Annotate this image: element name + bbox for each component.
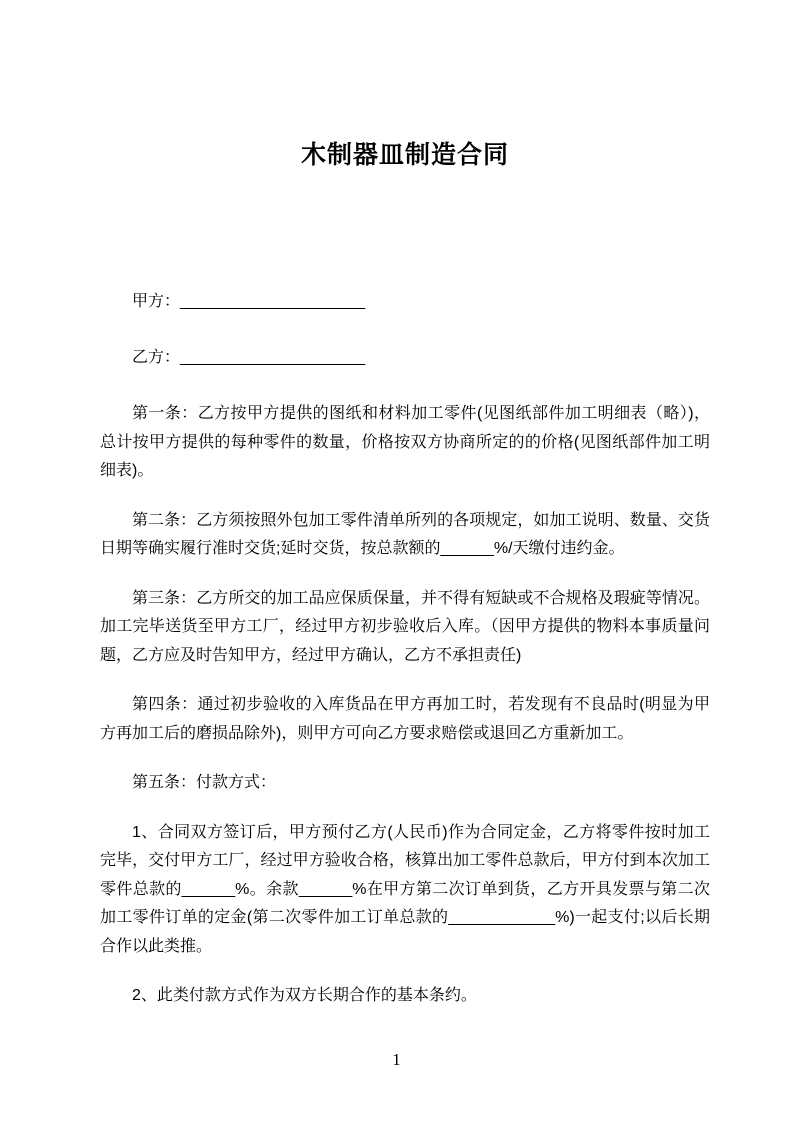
document-title: 木制器皿制造合同	[300, 141, 509, 169]
party-a-label: 甲方：	[132, 293, 181, 310]
page-number: 1	[392, 1050, 401, 1069]
party-b-label: 乙方：	[132, 348, 181, 366]
clause-5-payment-heading: 第五条：付款方式：	[132, 774, 277, 791]
clause-2: 第二条：乙方须按照外包加工零件清单所列的各项规定，如加工说明、数量、交货日期等确实履行准时交货;延时交货，按总款额的______%/天缴付违约金。	[100, 511, 710, 557]
party-b-fill-in-blank: ______________________	[180, 348, 365, 366]
clause-1: 第一条：乙方按甲方提供的图纸和材料加工零件(见图纸部件加工明细表（略）)，总计按甲方提供的每种零件的数量，价格按双方协商所定的的价格(见图纸部件加工明细表)。	[100, 405, 710, 479]
party-b-line	[100, 344, 710, 373]
party-a-fill-in-blank: ______________________	[180, 293, 365, 310]
clause-4: 第四条：通过初步验收的入库货品在甲方再加工时，若发现有不良品时(明显为甲方再加工后的磨损品除外)，则甲方可向乙方要求赔偿或退回乙方重新加工。	[100, 696, 710, 742]
clause-3: 第三条：乙方所交的加工品应保质保量，并不得有短缺或不合规格及瑕疵等情况。加工完毕送货至甲方工厂，经过甲方初步验收后入库。（因甲方提供的物料本事质量问题，乙方应及时告知甲方，经过甲方确认，乙方不承担责任)	[100, 589, 710, 664]
payment-item-1: 1、合同双方签订后，甲方预付乙方(人民币)作为合同定金，乙方将零件按时加工完毕，交付甲方工厂，经过甲方验收合格，核算出加工零件总款后，甲方付到本次加工零件总款的______%。余款______%在甲方第二次订单到货，乙方开具发票与第二次加工零件订单的定金(第二次零件加工订单总款的____________%)一起支付;以后长期合作以此类推。	[100, 823, 710, 955]
payment-item-2: 2、此类付款方式作为双方长期合作的基本条约。	[132, 987, 477, 1004]
party-a-line	[100, 288, 710, 317]
